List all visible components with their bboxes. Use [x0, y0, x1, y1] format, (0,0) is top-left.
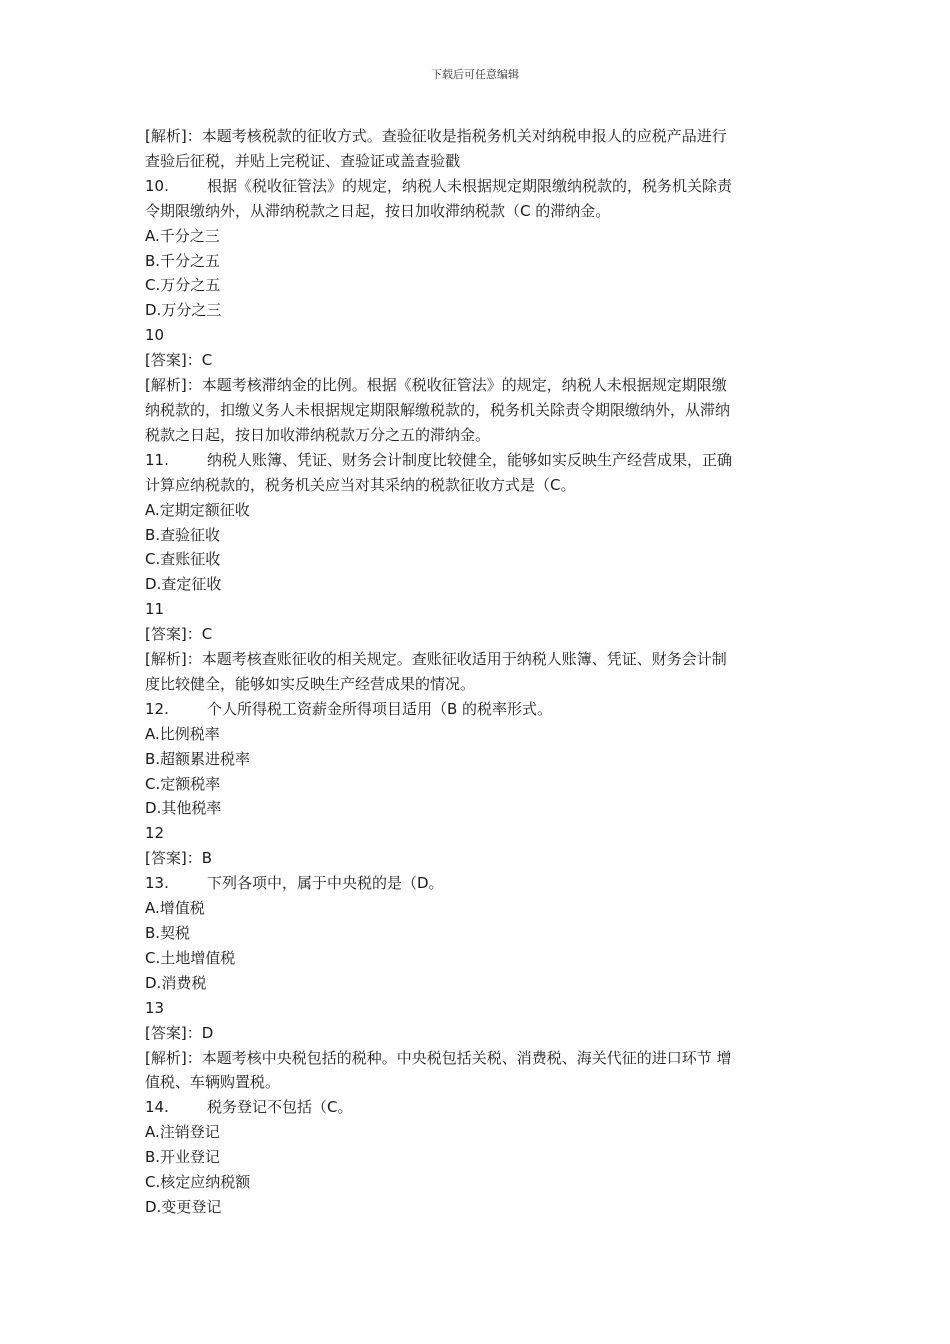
text-line: [解析]：本题考核中央税包括的税种。中央税包括关税、消费税、海关代征的进口环节 增: [145, 1048, 732, 1067]
text-line: A.注销登记: [145, 1123, 220, 1142]
text-line: B.查验征收: [145, 525, 221, 544]
text-line: 税款之日起，按日加收滞纳税款万分之五的滞纳金。: [145, 425, 491, 444]
text-line: B.开业登记: [145, 1148, 221, 1167]
text-line: D.其他税率: [145, 799, 222, 818]
text-line: A.比例税率: [145, 724, 220, 743]
text-line: B.千分之五: [145, 251, 221, 270]
text-line: B.超额累进税率: [145, 749, 251, 768]
text-line: A.定期定额征收: [145, 500, 250, 519]
text-line: 查验后征税，并贴上完税证、查验证或盖查验戳: [145, 151, 461, 170]
text-line: 11. 纳税人账簿、凭证、财务会计制度比较健全，能够如实反映生产经营成果，正确: [145, 450, 733, 469]
text-line: [答案]：C: [145, 351, 213, 370]
text-line: 13: [145, 998, 165, 1017]
text-line: C.定额税率: [145, 774, 221, 793]
text-line: [答案]：C: [145, 625, 213, 644]
page-header: 下载后可任意编辑: [431, 68, 519, 81]
text-line: D.变更登记: [145, 1197, 222, 1216]
text-line: 13. 下列各项中，属于中央税的是（D。: [145, 874, 444, 893]
text-line: 11: [145, 600, 165, 619]
text-line: [答案]：D: [145, 1023, 214, 1042]
text-line: C.土地增值税: [145, 948, 236, 967]
text-line: 10: [145, 326, 165, 345]
text-line: 值税、车辆购置税。: [145, 1073, 281, 1092]
text-line: C.查账征收: [145, 550, 221, 569]
text-line: A.千分之三: [145, 226, 220, 245]
text-line: 令期限缴纳外，从滞纳税款之日起，按日加收滞纳税款（C 的滞纳金。: [145, 201, 611, 220]
text-line: 计算应纳税款的，税务机关应当对其采纳的税款征收方式是（C。: [145, 475, 576, 494]
text-line: 度比较健全，能够如实反映生产经营成果的情况。: [145, 674, 476, 693]
text-line: A.增值税: [145, 899, 205, 918]
text-line: [解析]：本题考核税款的征收方式。查验征收是指税务机关对纳税申报人的应税产品进行: [145, 127, 727, 145]
text-line: D.万分之三: [145, 301, 222, 320]
text-line: 12: [145, 824, 165, 843]
text-line: 14. 税务登记不包括（C。: [145, 1098, 353, 1117]
text-line: 12. 个人所得税工资薪金所得项目适用（B 的税率形式。: [145, 699, 553, 718]
text-line: 10. 根据《税收征管法》的规定，纳税人未根据规定期限缴纳税款的，税务机关除责: [145, 176, 733, 195]
text-line: D.消费税: [145, 973, 207, 992]
text-line: D.查定征收: [145, 575, 222, 594]
text-line: [答案]：B: [145, 849, 212, 868]
text-line: [解析]：本题考核滞纳金的比例。根据《税收征管法》的规定，纳税人未根据规定期限缴: [145, 376, 727, 395]
text-line: C.万分之五: [145, 276, 221, 295]
text-line: [解析]：本题考核查账征收的相关规定。查账征收适用于纳税人账簿、凭证、财务会计制: [145, 650, 727, 669]
text-line: C.核定应纳税额: [145, 1173, 251, 1192]
text-line: 纳税款的，扣缴义务人未根据规定期限解缴税款的，税务机关除责令期限缴纳外，从滞纳: [145, 400, 731, 419]
text-line: B.契税: [145, 924, 191, 942]
document-body: [145, 124, 815, 1220]
